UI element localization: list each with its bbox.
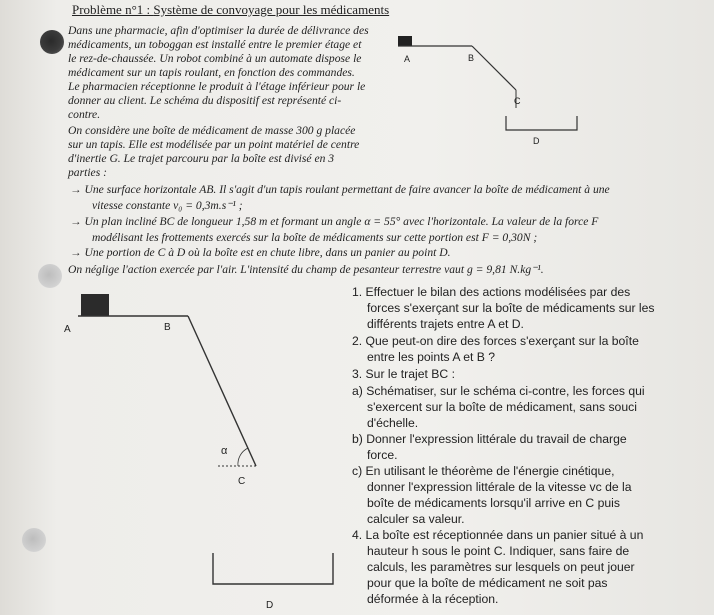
page-title <box>72 2 389 18</box>
question-line: pour que la boîte de médicament ne soit pas <box>367 576 608 590</box>
intro-line: parties : <box>68 166 107 179</box>
question-line: différents trajets entre A et D. <box>367 317 524 331</box>
medicine-box <box>398 36 412 46</box>
label-d: D <box>533 136 540 146</box>
label-b: B <box>164 322 171 333</box>
question-line: hauteur h sous le point C. Indiquer, sans faire de <box>367 544 630 558</box>
question-line: 2. Que peut-on dire des forces s'exerçant sur la boîte <box>352 334 639 348</box>
part-ab-speed: vitesse constante v₀ = 0,3m.s⁻¹ ; <box>92 199 243 212</box>
conveyor-diagram-large <box>58 288 348 613</box>
question-line: déformée à la réception. <box>367 592 499 606</box>
conveyor-diagram-small <box>384 28 594 170</box>
question-line: 1. Effectuer le bilan des actions modélisées par des <box>352 285 631 299</box>
basket <box>506 116 577 130</box>
question-line: force. <box>367 448 398 462</box>
problem-number: Problème n°1 : <box>72 2 154 17</box>
intro-line: le rez-de-chaussée. Un robot combiné à un automate dispose le <box>68 52 362 65</box>
basket <box>213 553 333 584</box>
part-cd: → Une portion de C à D où la boîte est en chute libre, dans un panier au point D. <box>70 246 451 259</box>
question-line: b) Donner l'expression littérale du travail de charge <box>352 432 627 446</box>
label-alpha: α <box>221 445 228 457</box>
question-line: boîte de médicaments lorsqu'il arrive en C puis <box>367 496 620 510</box>
question-line: forces s'exerçant sur la boîte de médicaments sur les <box>367 301 655 315</box>
intro-line: d'inertie G. Le trajet parcouru par la boîte est divisé en 3 <box>68 152 335 165</box>
intro-line: médicaments, un toboggan est installé entre le premier étage et <box>68 38 362 51</box>
question-line: c) En utilisant le théorème de l'énergie cinétique, <box>352 464 615 478</box>
gravity-statement: On néglige l'action exercée par l'air. L'intensité du champ de pesanteur terrestre vaut g = 9,81 N.kg⁻¹. <box>68 263 544 276</box>
intro-line: Le pharmacien réceptionne le produit à l'étage inférieur pour le <box>68 80 366 93</box>
label-d: D <box>266 600 274 611</box>
binder-hole-2 <box>38 264 62 288</box>
question-line: 4. La boîte est réceptionnée dans un panier situé à un <box>352 528 644 542</box>
intro-line: donner au client. Le schéma du dispositif est représenté ci- <box>68 94 342 107</box>
question-line: calculer sa valeur. <box>367 512 465 526</box>
question-line: entre les points A et B ? <box>367 350 496 364</box>
part-ab: → Une surface horizontale AB. Il s'agit d'un tapis roulant permettant de faire avancer la boîte de médicament à une <box>70 183 610 196</box>
binder-hole-3 <box>22 528 46 552</box>
intro-line: Dans une pharmacie, afin d'optimiser la durée de délivrance des <box>68 24 369 37</box>
label-a: A <box>64 324 71 335</box>
intro-line: médicament sur un tapis roulant, en fonction des commandes. <box>68 66 355 79</box>
question-line: 3. Sur le trajet BC : <box>352 367 455 381</box>
question-line: d'échelle. <box>367 416 419 430</box>
question-line: a) Schématiser, sur le schéma ci-contre, les forces qui <box>352 384 645 398</box>
intro-line: On considère une boîte de médicament de masse 300 g placée <box>68 124 356 137</box>
label-c: C <box>238 476 246 487</box>
question-line: donner l'expression littérale de la vitesse vᴄ de la <box>367 480 632 494</box>
question-line: calculs, les paramètres sur lesquels on peut jouer <box>367 560 635 574</box>
label-b: B <box>468 53 475 63</box>
question-line: s'exercent sur la boîte de médicament, sans souci <box>367 400 637 414</box>
part-bc: → Un plan incliné BC de longueur 1,58 m et formant un angle α = 55° avec l'horizontale. La valeur de la force F <box>70 215 599 228</box>
label-a: A <box>404 54 411 64</box>
intro-line: contre. <box>68 108 101 121</box>
intro-line: sur un tapis. Elle est modélisée par un point matériel de centre <box>68 138 360 151</box>
problem-title: Système de convoyage pour les médicaments <box>153 2 390 17</box>
label-c: C <box>514 96 521 106</box>
binder-hole-1 <box>40 30 64 54</box>
medicine-box <box>81 294 109 316</box>
part-bc-friction: modélisant les frottements exercés sur la boîte de médicaments sur cette portion est F = 0,30N ; <box>92 231 538 244</box>
